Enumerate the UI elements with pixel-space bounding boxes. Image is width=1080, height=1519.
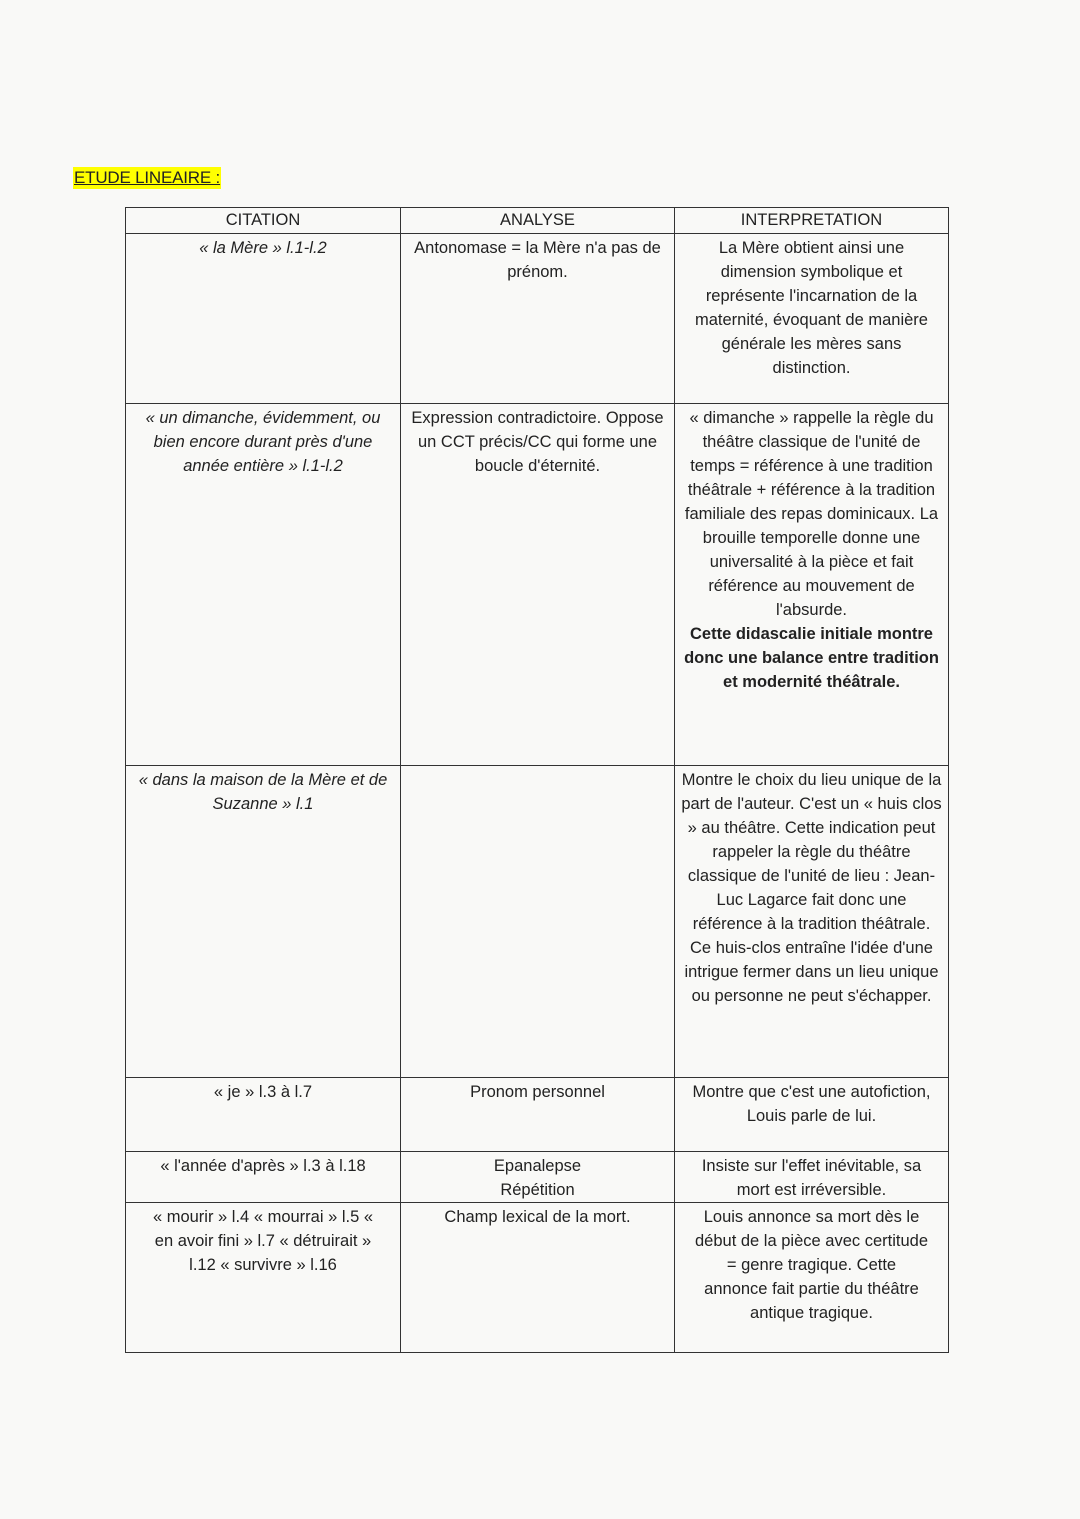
table-row xyxy=(126,1203,949,1353)
analysis-table xyxy=(125,207,949,1353)
analyse-cell: Champ lexical de la mort. xyxy=(401,1203,675,1353)
interpretation-cell: Louis annonce sa mort dès le début de la pièce avec certitude = genre tragique. Cette annonce fait partie du théâtre antique tragique. xyxy=(675,1203,949,1353)
interpretation-cell xyxy=(675,404,949,766)
citation-cell: « mourir » l.4 « mourrai » l.5 « en avoir fini » l.7 « détruirait » l.12 « survivre » l.16 xyxy=(126,1203,401,1353)
analyse-cell: Pronom personnel xyxy=(401,1078,675,1152)
table-row xyxy=(126,1078,949,1152)
interpretation-conclusion: Cette didascalie initiale montre donc une balance entre tradition et modernité théâtrale. xyxy=(684,625,939,691)
interpretation-cell: La Mère obtient ainsi une dimension symbolique et représente l'incarnation de la maternité, évoquant de manière générale les mères sans distinction. xyxy=(675,234,949,404)
page-heading: ETUDE LINEAIRE : xyxy=(74,168,221,187)
column-header-interpretation: INTERPRETATION xyxy=(675,208,949,234)
analyse-cell: Expression contradictoire. Oppose un CCT précis/CC qui forme une boucle d'éternité. xyxy=(401,404,675,766)
citation-cell: « l'année d'après » l.3 à l.18 xyxy=(126,1152,401,1203)
table-row xyxy=(126,404,949,766)
analyse-cell: Antonomase = la Mère n'a pas de prénom. xyxy=(401,234,675,404)
interpretation-cell: Montre le choix du lieu unique de la part de l'auteur. C'est un « huis clos » au théâtre. Cette indication peut rappeler la règle du théâtre classique de l'unité de lieu : Jean-Luc Lagarce fait donc une référence à la tradition théâtrale. Ce huis-clos entraîne l'idée d'une intrigue fermer dans un lieu unique ou personne ne peut s'échapper. xyxy=(675,766,949,1078)
citation-cell: « un dimanche, évidemment, ou bien encore durant près d'une année entière » l.1-l.2 xyxy=(126,404,401,766)
interpretation-cell: Insiste sur l'effet inévitable, sa mort est irréversible. xyxy=(675,1152,949,1203)
interpretation-text: « dimanche » rappelle la règle du théâtre classique de l'unité de temps = référence à une tradition théâtrale + référence à la tradition familiale des repas dominicaux. La brouille temporelle donne une universalité à la pièce et fait référence au mouvement de l'absurde. xyxy=(684,409,939,619)
table-row xyxy=(126,1152,949,1203)
table-row xyxy=(126,234,949,404)
analyse-cell xyxy=(401,766,675,1078)
citation-cell: « je » l.3 à l.7 xyxy=(126,1078,401,1152)
citation-cell: « la Mère » l.1-l.2 xyxy=(126,234,401,404)
column-header-citation: CITATION xyxy=(126,208,401,234)
column-header-analyse: ANALYSE xyxy=(401,208,675,234)
citation-cell: « dans la maison de la Mère et de Suzanne » l.1 xyxy=(126,766,401,1078)
table-row xyxy=(126,766,949,1078)
interpretation-cell: Montre que c'est une autofiction, Louis parle de lui. xyxy=(675,1078,949,1152)
analyse-cell: Epanalepse Répétition xyxy=(401,1152,675,1203)
table-header-row xyxy=(126,208,949,234)
